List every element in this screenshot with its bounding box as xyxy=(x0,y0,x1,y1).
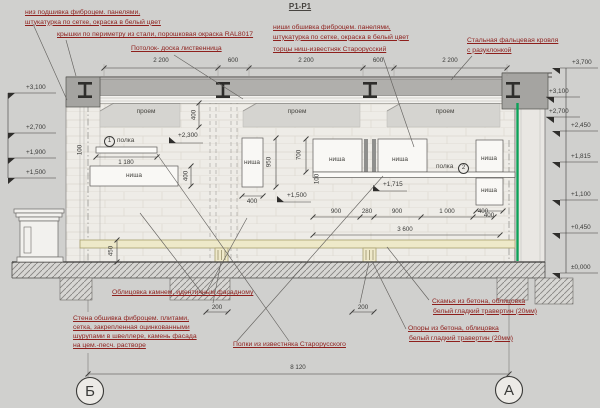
callout-supports-line2: белый гладкий травертин (20мм) xyxy=(409,334,514,342)
callout-bench-line2: белый гладкий травертин (20мм) xyxy=(433,307,538,315)
dim-support-left: 200 xyxy=(211,304,223,311)
grid-bubble-right: А xyxy=(503,382,515,399)
left-pedestal xyxy=(14,209,64,262)
elevation-right-0450: +0,450 xyxy=(571,224,591,231)
dim-opening-height: 400 xyxy=(190,109,198,121)
label-niche-5: ниша xyxy=(480,155,498,162)
dim-mid-3: 900 xyxy=(391,208,403,215)
label-niche-2: ниша xyxy=(243,159,261,166)
dim-twin-niche-height: 700 xyxy=(295,149,303,161)
elevation-mid-1500: +1,500 xyxy=(287,192,307,199)
drawing-title: Р1-Р1 xyxy=(288,2,312,11)
dim-niche1-height: 400 xyxy=(182,170,190,182)
dim-mid-4: 1 000 xyxy=(439,208,455,215)
label-opening-3: проем xyxy=(435,108,455,115)
callout-niches-line3: торцы ниш-известняк Старорусский xyxy=(273,46,387,53)
elevation-right-0000: ±0,000 xyxy=(571,264,591,271)
callout-soffit-line2: штукатурка по сетке, окраска в белый цвет xyxy=(25,18,161,26)
elevation-shelf2-1715: +1,715 xyxy=(383,181,403,188)
dim-bench-height: 450 xyxy=(107,245,115,257)
dim-top-4: 600 xyxy=(372,57,384,64)
label-niche-6: ниша xyxy=(480,187,498,194)
dim-mid-2: 280 xyxy=(361,208,373,215)
roof-assembly xyxy=(66,73,552,109)
dim-mid-5: 400 xyxy=(477,208,489,215)
dim-top-5: 2 200 xyxy=(442,57,458,64)
callout-soffit-line1: низ подшивка фиброцем. панелями, xyxy=(25,9,141,16)
dim-top-3: 2 200 xyxy=(298,57,314,64)
elevation-shelf1-2300: +2,300 xyxy=(178,132,198,139)
callout-wall-line1: Стена обшивка фиброцем. плитами, xyxy=(73,315,189,322)
callout-wall-line2: сетка, закрепленная оцинкованными xyxy=(73,324,190,331)
callout-steel-caps: крышки по периметру из стали, порошковая окраска RAL8017 xyxy=(57,31,254,38)
callout-niches-line2: штукатурка по сетке, окраска в белый цвет xyxy=(273,33,409,41)
callout-niches-line1: ниши обшивка фиброцем. панелями, xyxy=(273,24,391,31)
grid-bubbles xyxy=(77,377,523,405)
label-niche-4: ниша xyxy=(391,156,409,163)
dim-top-1: 2 200 xyxy=(153,57,169,64)
dim-niche2-width: 400 xyxy=(246,197,258,205)
elevation-right-3100: +3,100 xyxy=(549,88,569,95)
elevation-left-1900: +1,900 xyxy=(26,149,46,156)
dim-shelf1-thickness: 100 xyxy=(76,144,84,156)
elevation-left-1500: +1,500 xyxy=(26,169,46,176)
dim-shelf2-thickness: 100 xyxy=(313,173,321,185)
label-niche-3: ниша xyxy=(328,156,346,163)
callout-roof-line2: с разуклонкой xyxy=(467,46,512,54)
dim-niche-right-width: 400 xyxy=(483,212,495,219)
elevation-right-2700: +2,700 xyxy=(549,108,569,115)
dim-mid-total: 3 600 xyxy=(397,226,413,233)
callout-ceiling: Потолок- доска лиственница xyxy=(131,45,222,52)
dim-support-right: 200 xyxy=(357,304,369,311)
label-shelf-1: полка xyxy=(117,137,135,144)
dim-niche2-height: 950 xyxy=(265,156,273,168)
callout-supports-line1: Опоры из бетона, облицовка xyxy=(408,325,499,332)
elevation-left-3100: +3,100 xyxy=(26,84,46,91)
label-opening-2: проем xyxy=(287,108,307,115)
grid-bubble-left: Б xyxy=(85,383,95,400)
callout-bench-line1: Скамья из бетона, облицовка xyxy=(432,298,526,305)
elevation-right-1815: +1,815 xyxy=(571,153,591,160)
label-opening-1: проем xyxy=(136,108,156,115)
callout-stone-cladding: Облицовка камнем, идентичным фасадному xyxy=(112,289,254,296)
dim-top-2: 600 xyxy=(227,57,239,64)
elevation-left-2700: +2,700 xyxy=(26,124,46,131)
shelf-1-number-bubble: 1 xyxy=(104,136,115,147)
elevation-right-2450: +2,450 xyxy=(571,122,591,129)
label-shelf-2: полка xyxy=(436,163,454,170)
callout-wall-line3: шурупами в швеллере, камень фасада xyxy=(73,333,197,340)
shelf-2-number-bubble: 2 xyxy=(458,163,469,174)
elevation-right-1100: +1,100 xyxy=(571,191,591,198)
elevation-right-3700: +3,700 xyxy=(572,59,592,66)
callout-roof-line1: Стальная фальцевая кровля xyxy=(467,37,559,44)
callout-wall-line4: на цем.-песч. растворе xyxy=(73,342,146,349)
label-niche-1: ниша xyxy=(125,172,143,179)
dim-mid-1: 900 xyxy=(330,208,342,215)
callout-shelves: Полки из известняка Старорусского xyxy=(233,341,346,348)
dim-overall: 8 120 xyxy=(290,364,306,371)
dim-shelf1-length: 1 180 xyxy=(118,159,134,166)
